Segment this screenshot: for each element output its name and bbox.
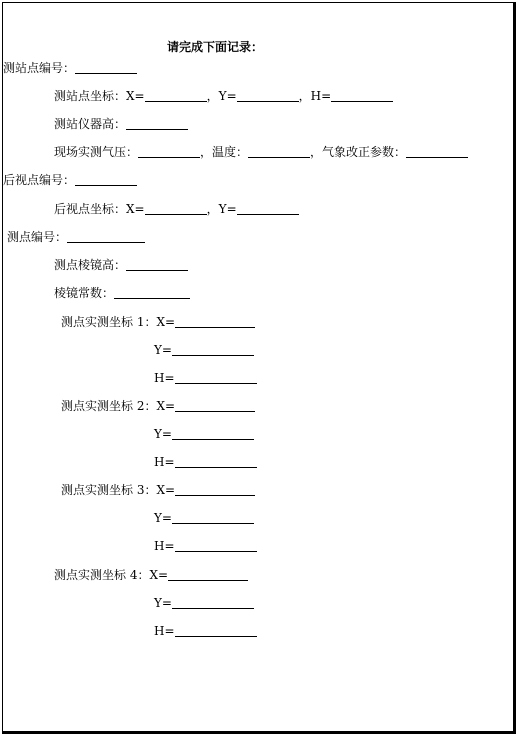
- correction-label: ，气象改正参数：: [310, 145, 407, 159]
- measure-id-row: [7, 230, 145, 244]
- comma: ，: [206, 202, 219, 216]
- measured-1-h-blank[interactable]: [175, 371, 257, 384]
- temperature-blank[interactable]: [248, 145, 310, 158]
- weather-row: [54, 145, 468, 159]
- backsight-id-label: 后视点编号：: [3, 173, 76, 187]
- measured-1-y-label: Y=: [154, 343, 172, 357]
- measured-2-y-label: Y=: [154, 427, 172, 441]
- station-x-label: X=: [126, 89, 145, 103]
- measured-3-x-blank[interactable]: [175, 483, 255, 496]
- measured-3-y-row: [154, 511, 254, 525]
- correction-blank[interactable]: [406, 145, 468, 158]
- measured-1-x-row: [61, 315, 255, 329]
- measured-4-x-blank[interactable]: [168, 568, 248, 581]
- station-y-label: Y=: [218, 89, 237, 103]
- instrument-height-row: [54, 117, 188, 131]
- temperature-label: ，温度：: [200, 145, 249, 159]
- measured-3-y-blank[interactable]: [172, 511, 254, 524]
- document-page: [2, 2, 516, 734]
- station-id-blank[interactable]: [75, 61, 137, 74]
- measured-4-y-blank[interactable]: [172, 596, 254, 609]
- measured-2-y-blank[interactable]: [172, 427, 254, 440]
- instrument-height-blank[interactable]: [126, 117, 188, 130]
- station-x-blank[interactable]: [145, 89, 207, 102]
- measured-4-y-row: [154, 596, 254, 610]
- station-coord-row: [54, 89, 393, 103]
- prism-constant-blank[interactable]: [114, 286, 190, 299]
- measure-id-label: 测点编号：: [7, 230, 68, 244]
- measured-1-x-blank[interactable]: [175, 315, 255, 328]
- measured-2-x-blank[interactable]: [175, 399, 255, 412]
- measured-2-label: 测点实测坐标 2：X=: [61, 399, 176, 413]
- station-id-row: [3, 61, 137, 75]
- backsight-coord-row: [54, 202, 299, 216]
- measured-4-label: 测点实测坐标 4：X=: [54, 568, 169, 582]
- prism-height-label: 测点棱镜高：: [54, 258, 127, 272]
- backsight-id-blank[interactable]: [75, 173, 137, 186]
- measured-2-h-row: [154, 455, 257, 469]
- measured-3-x-row: [61, 483, 255, 497]
- measured-4-h-label: H=: [154, 624, 175, 638]
- backsight-id-row: [3, 173, 137, 187]
- measured-4-h-row: [154, 624, 257, 638]
- backsight-x-label: X=: [126, 202, 145, 216]
- prism-constant-row: [54, 286, 190, 300]
- measured-3-label: 测点实测坐标 3：X=: [61, 483, 176, 497]
- station-id-label: 测站点编号：: [3, 61, 76, 75]
- measured-3-h-label: H=: [154, 539, 175, 553]
- prism-height-blank[interactable]: [126, 258, 188, 271]
- backsight-y-blank[interactable]: [237, 202, 299, 215]
- measured-3-h-blank[interactable]: [175, 539, 257, 552]
- measured-3-h-row: [154, 539, 257, 553]
- measured-2-x-row: [61, 399, 255, 413]
- comma: ，: [298, 89, 311, 103]
- measured-1-label: 测点实测坐标 1：X=: [61, 315, 176, 329]
- measured-2-y-row: [154, 427, 254, 441]
- comma: ，: [206, 89, 219, 103]
- backsight-x-blank[interactable]: [145, 202, 207, 215]
- measured-1-h-row: [154, 371, 257, 385]
- measured-2-h-label: H=: [154, 455, 175, 469]
- station-h-label: H=: [310, 89, 332, 103]
- measured-2-h-blank[interactable]: [175, 455, 257, 468]
- backsight-y-label: Y=: [218, 202, 237, 216]
- backsight-coord-label: 后视点坐标：: [54, 202, 127, 216]
- instrument-height-label: 测站仪器高：: [54, 117, 127, 131]
- measured-3-y-label: Y=: [154, 511, 172, 525]
- pressure-blank[interactable]: [138, 145, 200, 158]
- measured-1-h-label: H=: [154, 371, 175, 385]
- station-y-blank[interactable]: [237, 89, 299, 102]
- measured-4-x-row: [54, 568, 248, 582]
- page-title: 请完成下面记录：: [167, 40, 264, 54]
- prism-constant-label: 棱镜常数：: [54, 286, 115, 300]
- measured-1-y-blank[interactable]: [172, 343, 254, 356]
- pressure-label: 现场实测气压：: [54, 145, 139, 159]
- prism-height-row: [54, 258, 188, 272]
- measured-4-y-label: Y=: [154, 596, 172, 610]
- station-coord-label: 测站点坐标：: [54, 89, 127, 103]
- measured-4-h-blank[interactable]: [175, 624, 257, 637]
- measure-id-blank[interactable]: [67, 230, 145, 243]
- measured-1-y-row: [154, 343, 254, 357]
- station-h-blank[interactable]: [331, 89, 393, 102]
